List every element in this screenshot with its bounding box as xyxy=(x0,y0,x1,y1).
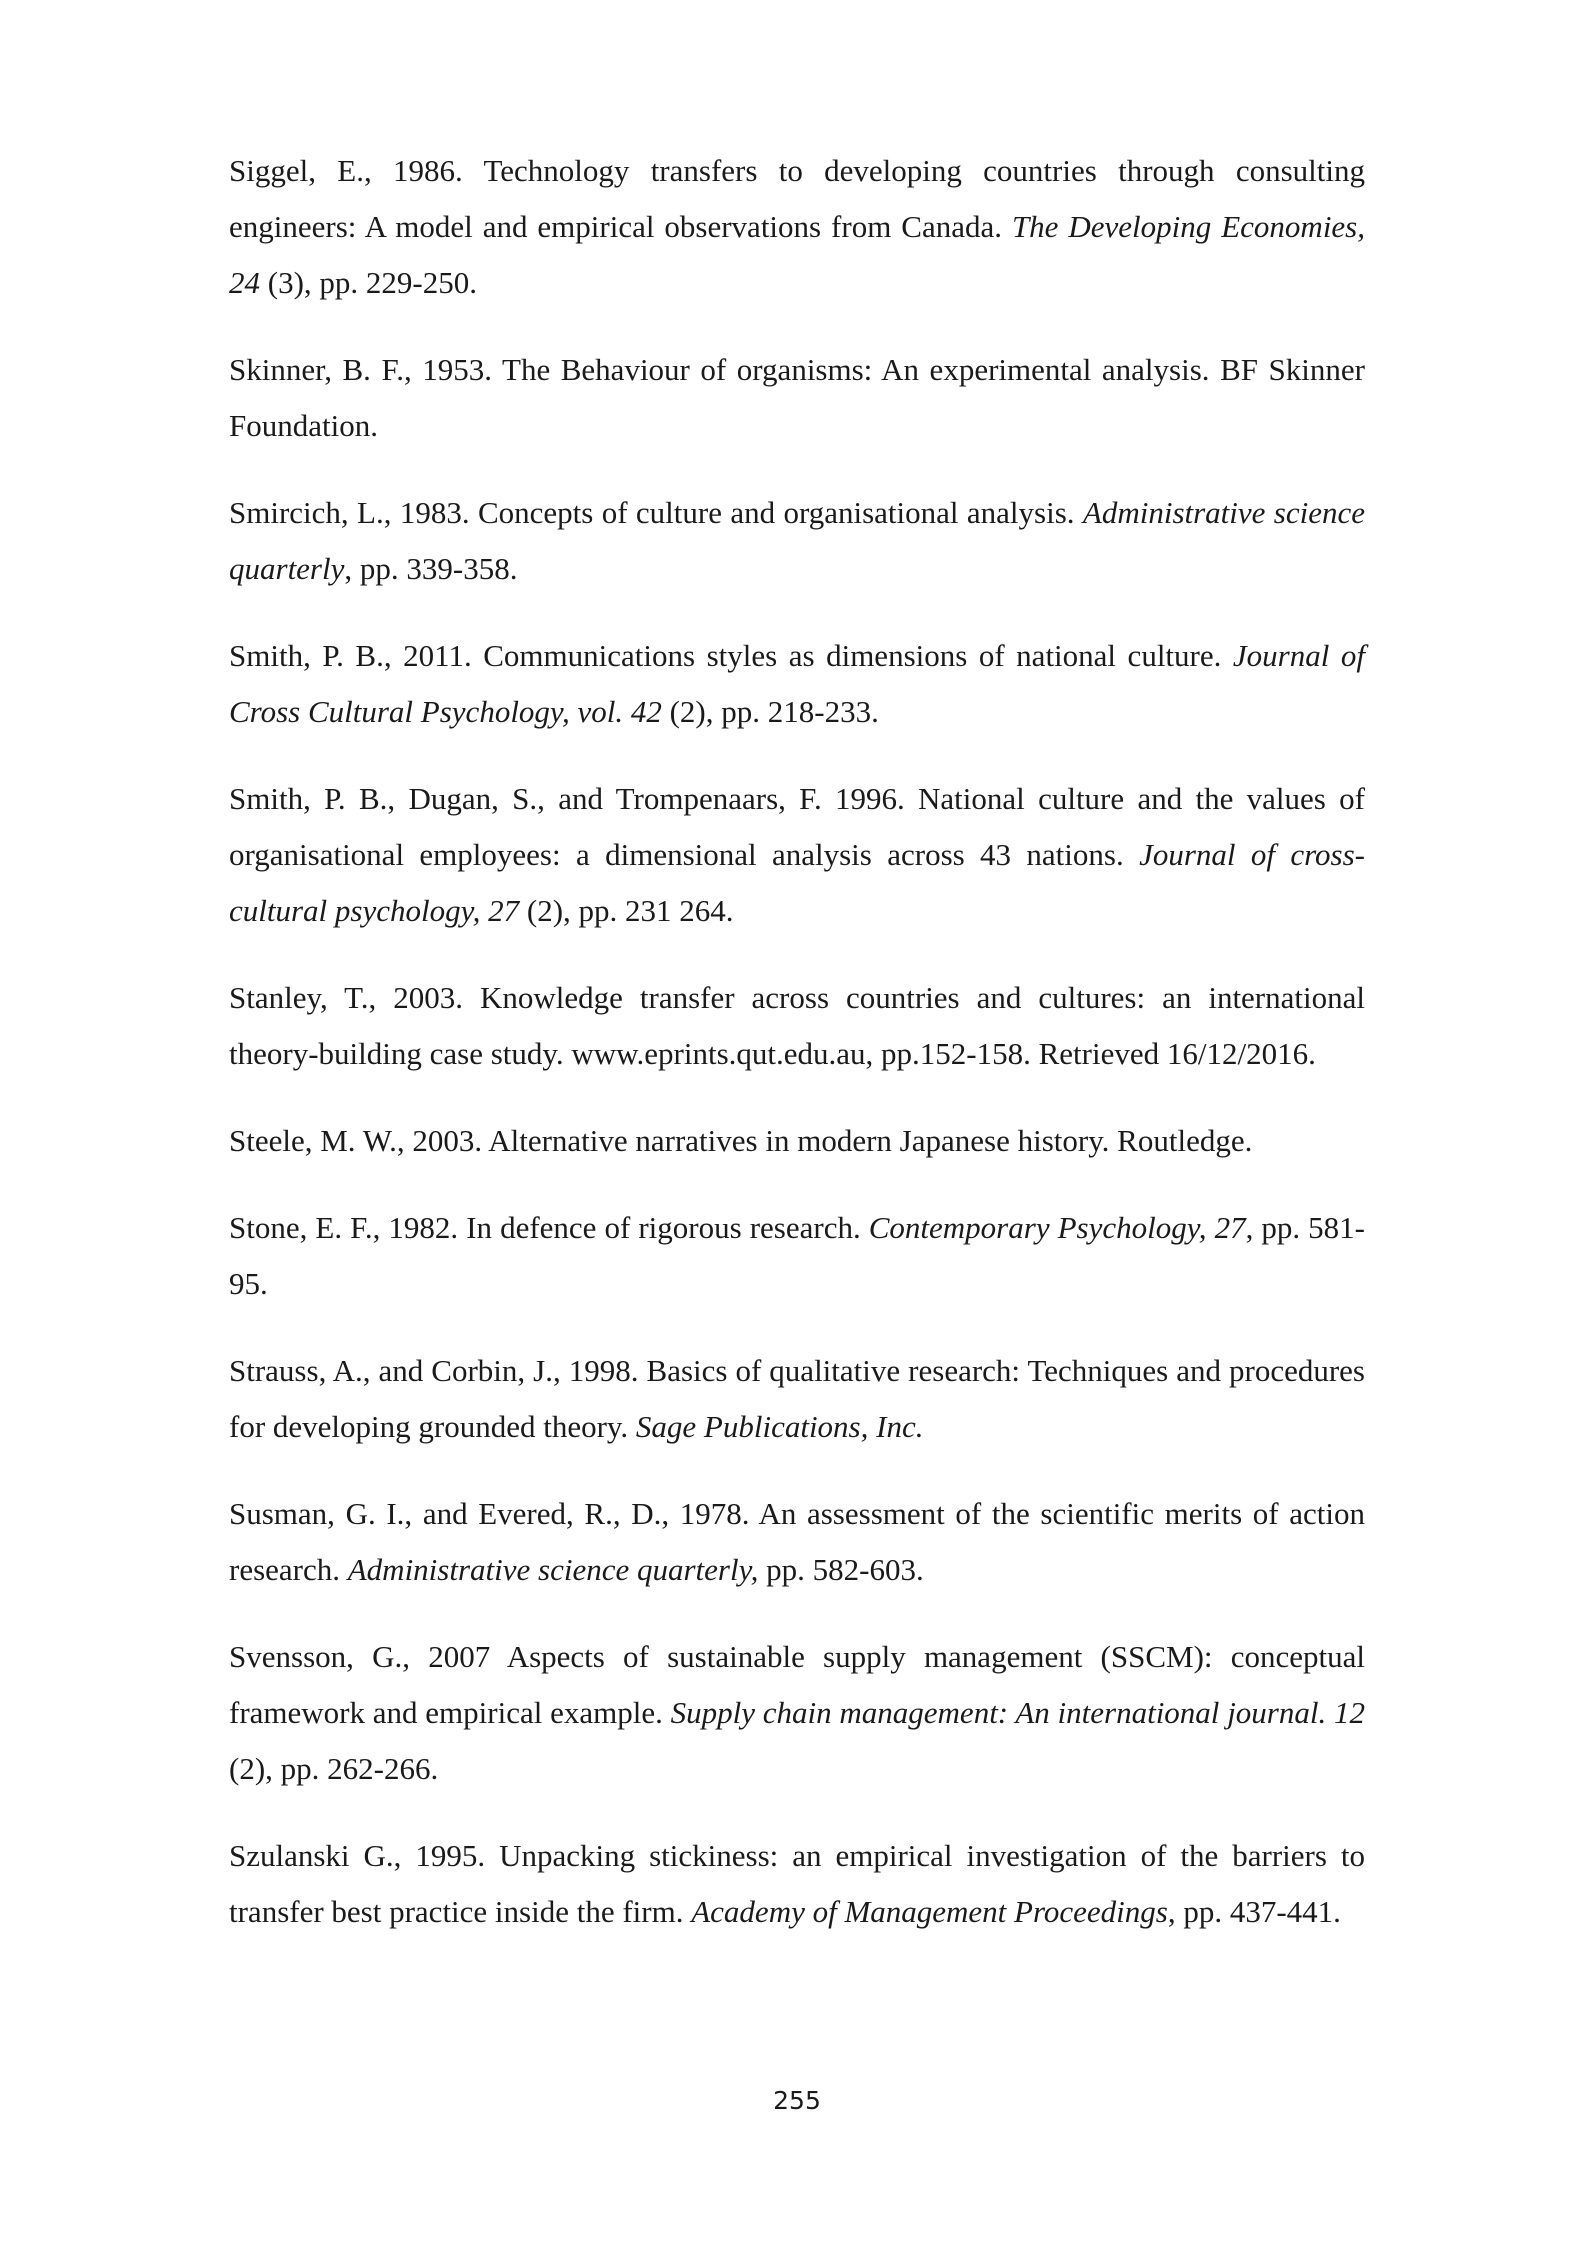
reference-entry xyxy=(229,628,1365,740)
reference-entry xyxy=(229,1629,1365,1797)
reference-source: Administrative science quarterly, xyxy=(347,1552,759,1587)
reference-entry xyxy=(229,1113,1365,1169)
reference-entry xyxy=(229,143,1365,311)
reference-text: Susman, G. I., and Evered, R., D., 1978. An assessment of the scientific merits of action research. xyxy=(229,1496,1365,1587)
reference-source: Journal of Cross Cultural Psychology, vol. 42 xyxy=(229,638,1365,729)
reference-text: Svensson, G., 2007 Aspects of sustainable supply management (SSCM): conceptual framework and empirical example. xyxy=(229,1639,1365,1730)
reference-text: Strauss, A., and Corbin, J., 1998. Basics of qualitative research: Techniques and procedures for developing grounded theory. xyxy=(229,1353,1365,1444)
reference-details: pp. 582-603. xyxy=(758,1552,924,1587)
reference-entry xyxy=(229,771,1365,939)
reference-text: Siggel, E., 1986. Technology transfers to developing countries through consulting engineers: A model and empirical observations from Canada. xyxy=(229,153,1365,244)
reference-details: (3), pp. 229-250. xyxy=(260,265,477,300)
reference-source: Administrative science quarterly xyxy=(229,495,1366,586)
reference-entry xyxy=(229,1343,1365,1455)
reference-text: Smith, P. B., Dugan, S., and Trompenaars, F. 1996. National culture and the values of organisational employees: a dimensional analysis across 43 nations. xyxy=(229,781,1365,872)
reference-text: Smith, P. B., 2011. Communications styles as dimensions of national culture. xyxy=(229,638,1233,673)
reference-entry xyxy=(229,1200,1365,1312)
reference-source: Sage Publications, Inc. xyxy=(635,1409,924,1444)
reference-source: The Developing Economies, 24 xyxy=(229,209,1365,300)
reference-entry xyxy=(229,485,1365,597)
reference-text: Skinner, B. F., 1953. The Behaviour of organisms: An experimental analysis. BF Skinner Foundation. xyxy=(229,352,1365,443)
reference-entry xyxy=(229,342,1365,454)
reference-details: (2), pp. 262-266. xyxy=(229,1751,439,1786)
reference-details: (2), pp. 231 264. xyxy=(519,893,734,928)
reference-list xyxy=(229,143,1365,1971)
reference-source: Contemporary Psychology, 27 xyxy=(868,1210,1246,1245)
reference-entry xyxy=(229,970,1365,1082)
reference-text: Smircich, L., 1983. Concepts of culture and organisational analysis. xyxy=(229,495,1083,530)
reference-entry xyxy=(229,1486,1365,1598)
reference-source: Journal of cross-cultural psychology, 27 xyxy=(229,837,1365,928)
reference-details: , pp. 339-358. xyxy=(344,551,518,586)
reference-text: Szulanski G., 1995. Unpacking stickiness: an empirical investigation of the barriers to transfer best practice inside the firm. xyxy=(229,1838,1365,1929)
reference-entry xyxy=(229,1828,1365,1940)
reference-text: Steele, M. W., 2003. Alternative narratives in modern Japanese history. Routledge. xyxy=(229,1123,1253,1158)
page-number: 255 xyxy=(773,2086,821,2115)
reference-source: Supply chain management: An international journal. 12 xyxy=(670,1695,1365,1730)
reference-text: Stone, E. F., 1982. In defence of rigorous research. xyxy=(229,1210,869,1245)
reference-text: Stanley, T., 2003. Knowledge transfer across countries and cultures: an international theory-building case study. www.eprints.qut.edu.au, pp.152-158. Retrieved 16/12/2016. xyxy=(229,980,1365,1071)
reference-details: , pp. 437-441. xyxy=(1167,1894,1341,1929)
reference-details: (2), pp. 218-233. xyxy=(661,694,879,729)
reference-details: , pp. 581-95. xyxy=(229,1210,1365,1301)
reference-source: Academy of Management Proceedings xyxy=(691,1894,1168,1929)
